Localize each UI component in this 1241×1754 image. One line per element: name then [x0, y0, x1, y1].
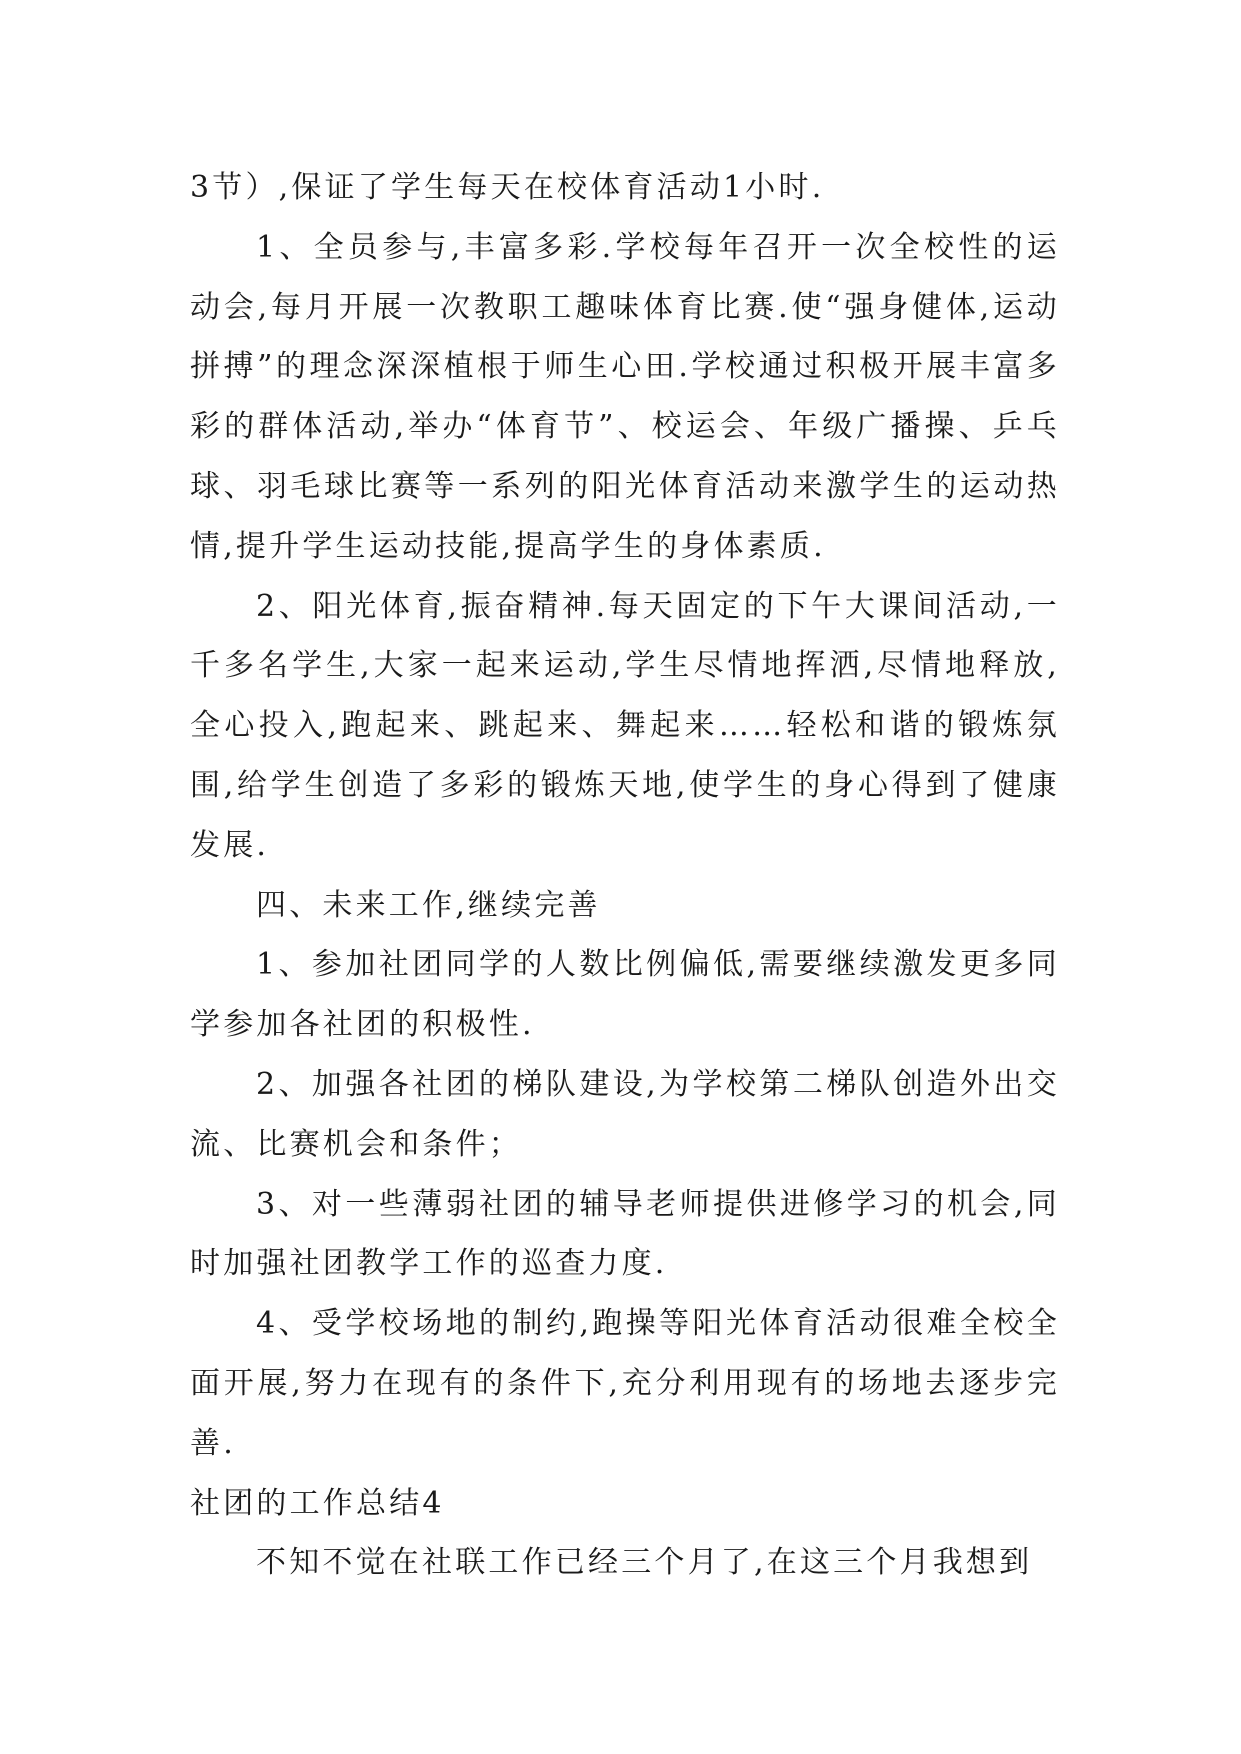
paragraph-all-participation: 1、全员参与,丰富多彩.学校每年召开一次全校性的运动会,每月开展一次教职工趣味体育比赛.使“强身健体,运动拼搏”的理念深深植根于师生心田.学校通过积极开展丰富多彩的群体活动,举办“体育节”、校运会、年级广播操、乒乓球、羽毛球比赛等一系列的阳光体育活动来激学生的运动热情,提升学生运动技能,提高学生的身体素质.	[190, 229, 1060, 564]
paragraph-future-1: 1、参加社团同学的人数比例偏低,需要继续激发更多同学参加各社团的积极性.	[190, 947, 1060, 1043]
paragraph-future-3: 3、对一些薄弱社团的辅导老师提供进修学习的机会,同时加强社团教学工作的巡查力度.	[190, 1186, 1060, 1282]
document-body	[190, 158, 1060, 1593]
paragraph-future-4: 4、受学校场地的制约,跑操等阳光体育活动很难全校全面开展,努力在现有的条件下,充分利用现有的场地去逐步完善.	[190, 1306, 1060, 1461]
section-title: 社团的工作总结4	[190, 1485, 445, 1521]
paragraph-future-2: 2、加强各社团的梯队建设,为学校第二梯队创造外出交流、比赛机会和条件；	[190, 1066, 1060, 1162]
section-heading-future-work: 四、未来工作,继续完善	[256, 887, 601, 923]
paragraph-closing: 不知不觉在社联工作已经三个月了,在这三个月我想到	[256, 1545, 1033, 1581]
paragraph-continuation: 3节）,保证了学生每天在校体育活动1小时.	[190, 170, 825, 205]
paragraph-sunshine-sports: 2、阳光体育,振奋精神.每天固定的下午大课间活动,一千多名学生,大家一起来运动,学生尽情地挥洒,尽情地释放,全心投入,跑起来、跳起来、舞起来……轻松和谐的锻炼氛围,给学生创造了多彩的锻炼天地,使学生的身心得到了健康发展.	[190, 588, 1060, 863]
